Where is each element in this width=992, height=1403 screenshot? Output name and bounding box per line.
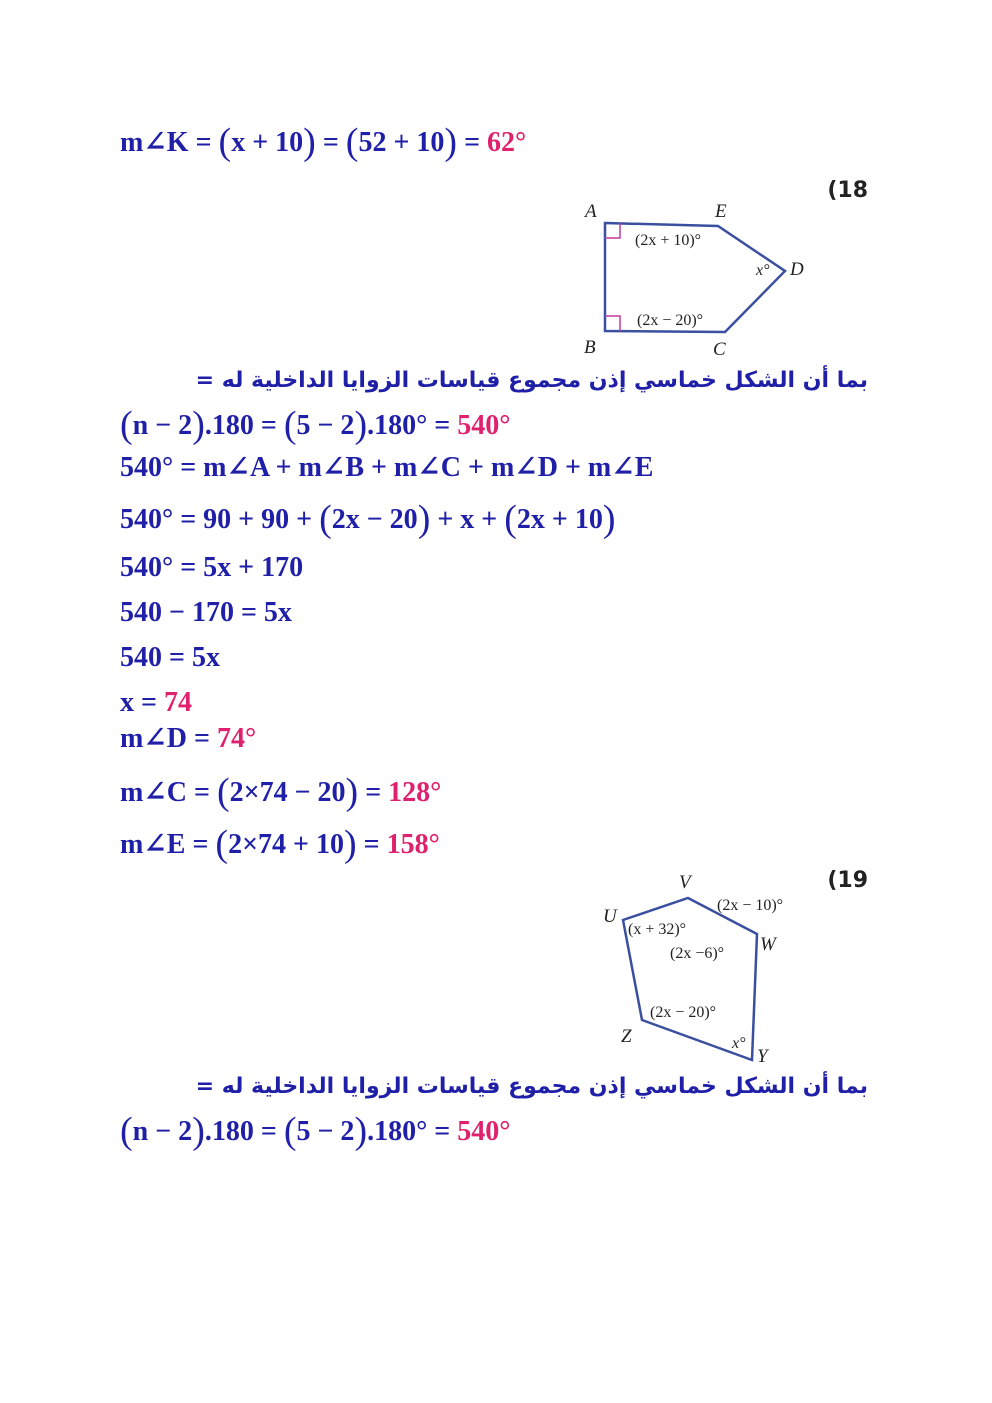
- angle-label-y: x°: [732, 1035, 746, 1052]
- vertex-label-b: B: [584, 337, 596, 358]
- right-angle-mark-b: [605, 316, 620, 331]
- answer-540-19: 540°: [457, 1116, 511, 1147]
- simplified-equation: 540° = 5x + 170: [120, 552, 304, 583]
- angle-label-e: (2x + 10)°: [635, 232, 702, 249]
- angle-sum-formula: (n − 2).180 = (5 − 2).180° = 540°: [120, 404, 511, 446]
- mE-result: m∠E = (2×74 + 10) = 158°: [120, 823, 440, 865]
- subtraction-step: 540 − 170 = 5x: [120, 597, 292, 628]
- angle-sum-substitution: 540° = 90 + 90 + (2x − 20) + x + (2x + 10): [120, 498, 616, 540]
- problem-18-number: (18: [827, 178, 868, 203]
- angle-label-d: x°: [756, 262, 770, 279]
- pentagon-abcde-figure: [575, 195, 815, 365]
- angle-label-c: (2x − 20)°: [637, 312, 704, 329]
- answer-62: 62°: [487, 127, 527, 158]
- answer-mC: 128°: [388, 777, 442, 808]
- vertex-label-z: Z: [621, 1026, 632, 1047]
- angle-label-w: (2x −6)°: [670, 945, 725, 962]
- problem-18-arabic-statement: بما أن الشكل خماسي إذن مجموع قياسات الزوايا الداخلية له =: [195, 368, 868, 393]
- problem-19-arabic-statement: بما أن الشكل خماسي إذن مجموع قياسات الزوايا الداخلية له =: [195, 1074, 868, 1099]
- vertex-label-u: U: [603, 906, 617, 927]
- vertex-label-d: D: [790, 259, 804, 280]
- vertex-label-a: A: [585, 201, 597, 222]
- mD-result: m∠D = 74°: [120, 723, 257, 754]
- answer-mE: 158°: [386, 829, 440, 860]
- answer-x: 74: [163, 687, 192, 718]
- vertex-label-e: E: [715, 201, 727, 222]
- problem-19-number: (19: [827, 868, 868, 893]
- angle-sum-expansion: 540° = m∠A + m∠B + m∠C + m∠D + m∠E: [120, 452, 654, 483]
- angle-sum-formula-19: (n − 2).180 = (5 − 2).180° = 540°: [120, 1110, 511, 1152]
- pentagon-uvwyz-figure: [595, 870, 825, 1070]
- vertex-label-c: C: [713, 339, 726, 360]
- reduced-equation: 540 = 5x: [120, 642, 220, 673]
- angle-label-v: (2x − 10)°: [717, 897, 784, 914]
- angle-label-u: (x + 32)°: [628, 921, 687, 938]
- vertex-label-v: V: [679, 872, 691, 893]
- mC-result: m∠C = (2×74 − 20) = 128°: [120, 771, 442, 813]
- angle-label-z: (2x − 20)°: [650, 1004, 717, 1021]
- mK-result-line: m∠K = (x + 10) = (52 + 10) = 62°: [120, 121, 527, 163]
- right-angle-mark-a: [605, 223, 620, 238]
- vertex-label-w: W: [760, 934, 776, 955]
- x-solution: x = 74: [120, 687, 192, 718]
- answer-mD: 74°: [216, 723, 257, 754]
- answer-540: 540°: [457, 410, 511, 441]
- vertex-label-y: Y: [757, 1046, 768, 1067]
